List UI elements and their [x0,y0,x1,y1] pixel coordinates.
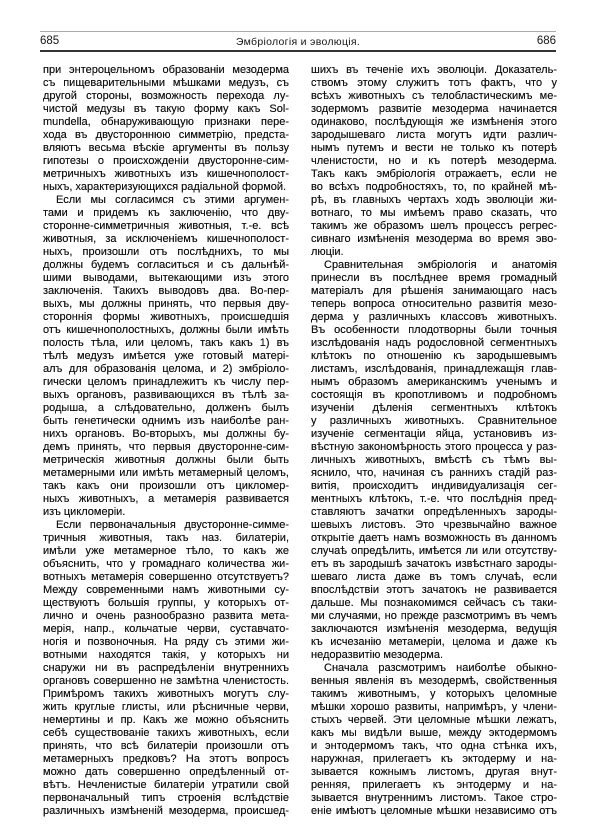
text-line: можно дать совершенно опредѣленный от- [43,766,289,778]
text-line: рѣ, въ главныхъ чертахъ ходъ эволюціи жи- [311,194,557,206]
text-line: у различныхъ животныхъ. Сравнительное [311,415,557,427]
text-line: такимъ же образомъ шелъ процессъ регрес- [311,220,557,232]
paragraph [311,662,557,818]
text-line: стороннія формы животныхъ, происшедшія [43,311,289,323]
text-line: недоразвитію мезодерма. [311,649,444,661]
text-line: ществуютъ большія группы, у которыхъ от- [43,597,289,609]
text-line: одинаково, послѣдующія же измѣненія этого [311,116,557,128]
text-line: во всѣхъ подробностяхъ, то, по крайней мѣ- [311,181,557,193]
text-line: чистой медузы въ такую форму какъ Sol- [43,103,289,115]
top-rule [40,31,556,32]
text-line: принесли въ послѣднее время громадный [311,272,557,284]
text-line: зародышеваго листа могутъ идти различ- [311,129,557,141]
text-line: сторонне-симметричныя животныя, т.-е. всѣ [43,220,289,232]
text-line: немертины и пр. Какъ же можно объяснить [43,714,289,726]
text-line: полость тѣла, или целомъ, такъ какъ 1) въ [43,337,289,349]
text-line: первоначальный типъ строенія вслѣдствіе [43,792,289,804]
text-line: различныхъ измѣненій мезодерма, происшед- [43,805,289,817]
text-line: такъ какъ они произошли отъ цикломер- [43,480,289,492]
text-line: съ пищеварительными мѣшками медузъ, съ [43,77,289,89]
text-line: Между современными намъ животными су- [43,584,289,596]
text-line: Примѣромъ такихъ животныхъ могутъ слу- [43,688,289,700]
text-line: снаружи ни въ распредѣленіи внутреннихъ [43,662,289,674]
text-line: состоящія въ кропотливомъ и подробномъ [311,389,557,401]
text-line: членистости, но и къ потерѣ мезодерма. [311,155,557,167]
text-line: метрическія животныя должны были быть [43,454,289,466]
text-line: нихъ органовъ. Во-вторыхъ, мы должны бу- [43,428,289,440]
text-line: жить круглые глисты, или рѣсничные черви, [43,701,289,713]
paragraph [43,64,289,194]
text-line: и энтодермомъ такъ, что одна стѣнка ихъ, [311,740,557,752]
text-line: ствомъ этому служитъ тотъ фактъ, что у [311,77,557,89]
text-line: личныхъ животныхъ, вмѣстѣ съ тѣмъ вы- [311,454,557,466]
text-line: шими выводами, вытекающими изъ этого [43,272,289,284]
text-line: зывается кожнымъ листомъ, другая внут- [311,766,557,778]
paragraph [311,64,557,259]
text-line: люціи. [311,246,344,258]
text-line: ныхъ животныхъ, а метамерія развивается [43,493,289,505]
text-line: метамерными или имѣть метамерный целомъ, [43,467,289,479]
left-column [43,64,289,818]
text-line: ставляютъ зачатки опредѣленныхъ зароды- [311,506,557,518]
running-header [40,35,556,49]
text-line: органовъ совершенно не замѣтна членистость. [43,675,289,687]
text-line: открытіе даетъ намъ возможность въ данномъ [311,532,557,544]
text-line: mundella, обнаруживающую признаки пере- [43,116,289,128]
text-line: яснило, что, начиная съ раннихъ стадій раз- [311,467,557,479]
text-line: вѣтъ. Нечленистые билатеріи утратили свой [43,779,289,791]
text-line: лично и очень разнообразно развита мета- [43,610,289,622]
text-line: шихъ въ теченіе ихъ эволюціи. Доказатель- [311,64,557,76]
text-line: должны будемъ согласиться и съ дальнѣй- [43,259,289,271]
text-line: быть генетически однимъ изъ наиболѣе ран- [43,415,289,427]
text-line: стыхъ червей. Эти целомные мѣшки лежатъ, [311,714,557,726]
paragraph [43,194,289,519]
text-line: ренняя, прилегаетъ къ энтодерму и на- [311,779,557,791]
text-line: Сначала разсмотримъ наиболѣе обыкно- [324,662,557,674]
text-line: матеріалъ для рѣшенія занимающаго насъ [311,285,557,297]
text-line: при энтероцельномъ образованіи мезодерма [43,64,289,76]
text-line: тами и придемъ къ заключенію, что дву- [43,207,289,219]
text-line: впослѣдствіи этотъ зачатокъ не развивается [311,584,557,596]
text-line: гипотезы о происхожденіи двусторонне-сим- [43,155,289,167]
page-number-right: 686 [536,35,556,47]
text-line: дальше. Мы познакомимся сейчасъ съ таки- [311,597,557,609]
text-line: вотныхъ метамерія совершенно отсутствуетъ? [43,571,289,583]
text-line: какъ мы видѣли выше, между эктодермомъ [311,727,557,739]
text-line: себѣ существованіе такихъ животныхъ, если [43,727,289,739]
text-line: ныхъ, характеризующихся радіальной формой. [43,181,287,193]
text-line: листамъ, изслѣдованія, принадлежащія глав- [311,363,557,375]
text-line: вотными находятся такія, у которыхъ ни [43,649,289,661]
text-line: теперь вопроса относительно развитія мезо- [311,298,557,310]
text-line: такимъ животнымъ, у которыхъ целомные [311,688,557,700]
text-line: тѣлѣ медузъ имѣется уже готовый матері- [43,350,289,362]
text-line: мерія, напр., кольчатые черви, суставчато- [43,623,289,635]
text-line: зодермомъ развитіе мезодерма начинается [311,103,557,115]
text-line: шеваго листа даже въ томъ случаѣ, если [311,571,557,583]
text-line: венныя явленія въ мезодермѣ, свойственныя [311,675,557,687]
text-line: Если мы согласимся съ этими аргумен- [56,194,289,206]
right-column [311,64,557,818]
text-line: Въ особенности плодотворны были точныя [311,324,557,336]
text-line: родыша, а слѣдовательно, долженъ былъ [43,402,289,414]
text-line: изслѣдованія надъ родословной сегментныхъ [311,337,557,349]
text-line: етъ въ зародышѣ зачатокъ извѣстнаго зароды- [311,558,557,570]
text-line: демъ принять, что первыя двусторонне-сим- [43,441,289,453]
paragraph [311,259,557,662]
text-line: изъ цикломеріи. [43,506,126,518]
running-title: Эмбріологія и эволюція. [235,36,361,48]
text-line: дерма у различныхъ классовъ животныхъ. [311,311,557,323]
text-line: ногія и позвоночныя. На ряду съ этими жи- [43,636,289,648]
text-line: наружная, прилегаетъ къ эктодерму и на- [311,753,557,765]
text-line: Если первоначальныя двусторонне-симме- [56,519,289,531]
page-number-left: 685 [40,35,60,47]
text-line: метамерныхъ предковъ? На этотъ вопросъ [43,753,289,765]
text-line: къ исчезанію метамеріи, целома и даже къ [311,636,557,648]
text-line: отъ кишечнополостныхъ, должны были имѣть [43,324,289,336]
text-line: выхъ органовъ, развивающихся въ тѣлѣ за- [43,389,289,401]
text-line: изученіи дѣленія сегментныхъ клѣтокъ [311,402,557,414]
text-line: всѣхъ животныхъ съ телобластическимъ ме- [311,90,557,102]
text-line: ми случаями, но прежде разсмотримъ въ чемъ [311,610,557,622]
text-line: случаѣ опредѣлить, имѣется ли или отсутству- [311,545,557,557]
text-line: сивнаго измѣненія мезодерма во время эво- [311,233,557,245]
text-line: изученіе сегментаціи яйца, установивъ из- [311,428,557,440]
text-line: мѣшки хорошо развиты, напримѣръ, у члени- [311,701,557,713]
text-line: витія, происходитъ индивидуализація сег- [311,480,557,492]
text-line: вѣстную закономѣрность этого процесса у раз- [311,441,557,453]
text-line: ментныхъ клѣтокъ, т.-е. что послѣднія пред- [311,493,557,505]
text-line: нымъ образомъ американскимъ ученымъ и [311,376,557,388]
text-line: вляютъ весьма вѣскіе аргументы въ пользу [43,142,289,154]
paragraph [43,519,289,818]
text-line: шевыхъ листовъ. Это чрезвычайно важное [311,519,557,531]
text-line: клѣтокъ по отношенію къ зародышевымъ [311,350,557,362]
text-line: алъ для образованія целома, и 2) эмбріоло- [43,363,289,375]
text-line: нымъ путемъ и вести не только къ потерѣ [311,142,557,154]
text-line: животныя, за исключеніемъ кишечнополост- [43,233,289,245]
text-line: хода въ двустороннюю симметрію, предста- [43,129,289,141]
text-line: метричныхъ животныхъ изъ кишечнополост- [43,168,289,180]
text-line: зывается внутреннимъ листомъ. Такое стро- [311,792,557,804]
text-line: тричныя животныя, такъ наз. билатеріи, [43,532,289,544]
text-line: еніе имѣютъ целомные мѣшки независимо отъ [311,805,557,817]
text-line: гически целомъ принадлежитъ къ числу пер- [43,376,289,388]
text-line: заключенія. Такихъ выводовъ два. Во-пер- [43,285,289,297]
header-rule [40,50,556,52]
text-line: Такъ какъ эмбріологія отражаетъ, если не [311,168,557,180]
text-line: Сравнительная эмбріологія и анатомія [324,259,557,271]
text-line: другой стороны, возможность перехода лу- [43,90,289,102]
text-line: принять, что всѣ билатеріи произошли отъ [43,740,289,752]
text-line: имѣли уже метамерное тѣло, то какъ же [43,545,289,557]
text-line: объяснить, что у громаднаго количества жи- [43,558,289,570]
text-line: вотнаго, то мы имѣемъ право сказать, что [311,207,557,219]
text-line: ныхъ, произошли отъ послѣднихъ, то мы [43,246,289,258]
text-line: заключаются измѣненія мезодерма, ведущія [311,623,557,635]
text-line: выхъ, мы должны принять, что первыя дву- [43,298,289,310]
